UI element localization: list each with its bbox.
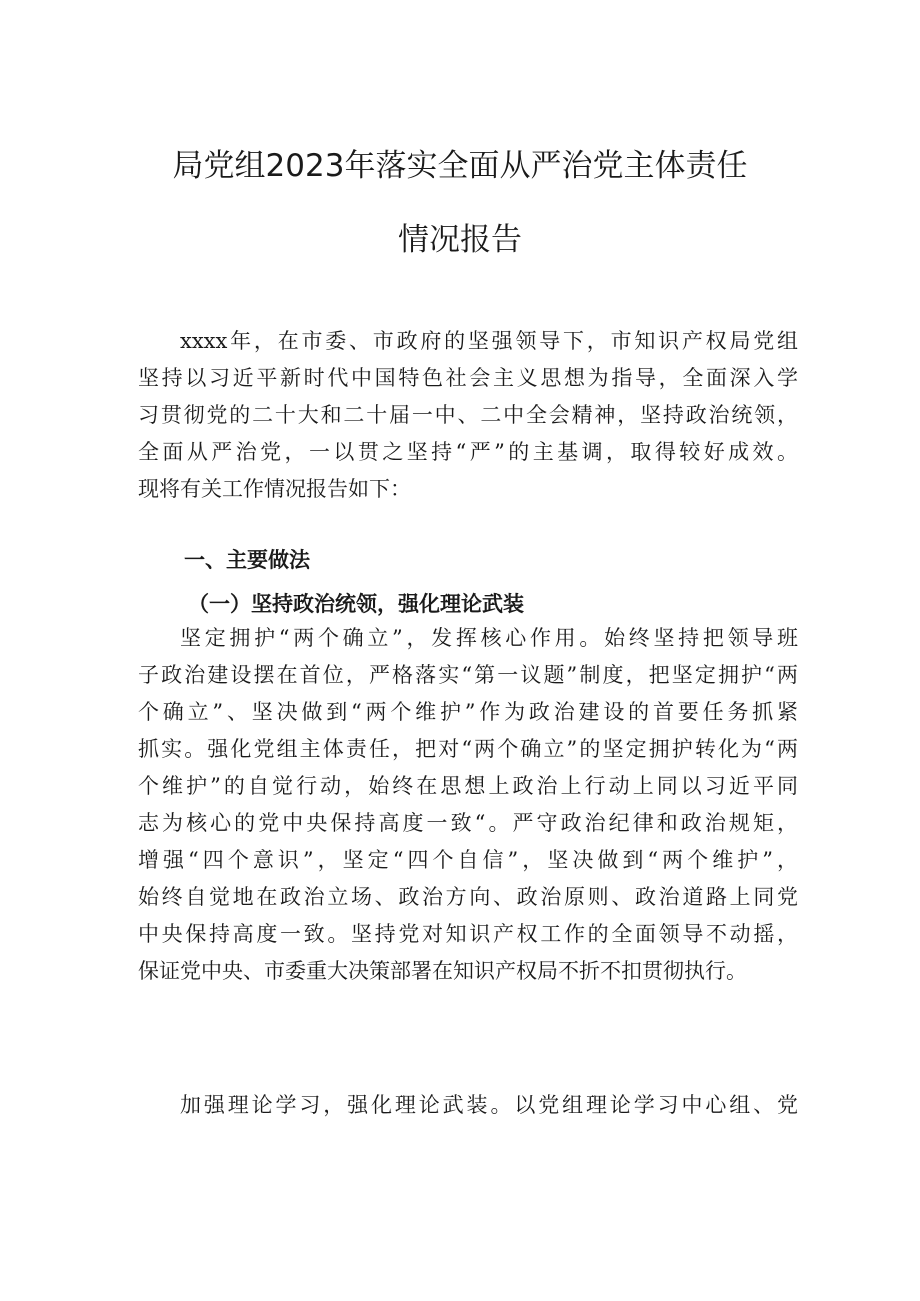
paragraph-line: 个维护”的自觉行动，始终在思想上政治上行动上同以习近平同 [138,774,798,798]
intro-line: 现将有关工作情况报告如下： [138,477,411,501]
paragraph-line: 志为核心的党中央保持高度一致“。严守政治纪律和政治规矩， [138,811,798,835]
intro-paragraph [138,323,798,508]
paragraph-two-establishments [138,620,798,990]
paragraph-line: 加强理论学习，强化理论武装。以党组理论学习中心组、党 [180,1093,798,1117]
paragraph-line: 中央保持高度一致。坚持党对知识产权工作的全面领导不动摇， [138,922,798,946]
paragraph-three-theory-study [138,1087,798,1124]
subsection-heading: （一）坚持政治统领，强化理论武装 [188,591,524,616]
intro-line: 全面从严治党，一以贯之坚持“严”的主基调，取得较好成效。 [138,440,798,464]
paragraph-line: 增强“四个意识”，坚定“四个自信”，坚决做到“两个维护”， [138,848,798,872]
paragraph-line: 始终自觉地在政治立场、政治方向、政治原则、政治道路上同党 [138,885,798,909]
document-title-line-1: 局党组2023年落实全面从严治党主体责任 [172,148,748,184]
intro-line: xxxx年，在市委、市政府的坚强领导下，市知识产权局党组 [180,329,798,353]
paragraph-line: 个确立”、坚决做到“两个维护”作为政治建设的首要任务抓紧 [138,700,798,724]
intro-line: 习贯彻党的二十大和二十届一中、二中全会精神，坚持政治统领， [138,403,798,427]
section-heading: 一、主要做法 [184,548,310,572]
paragraph-line: 坚定拥护“两个确立”，发挥核心作用。始终坚持把领导班 [180,626,798,650]
paragraph-line: 子政治建设摆在首位，严格落实“第一议题”制度，把坚定拥护“两 [138,663,798,687]
document-title-line-2: 情况报告 [398,222,522,258]
paragraph-line: 抓实。强化党组主体责任，把对“两个确立”的坚定拥护转化为“两 [138,737,798,761]
paragraph-line: 保证党中央、市委重大决策部署在知识产权局不折不扣贯彻执行。 [138,959,747,983]
intro-line: 坚持以习近平新时代中国特色社会主义思想为指导，全面深入学 [138,366,798,390]
